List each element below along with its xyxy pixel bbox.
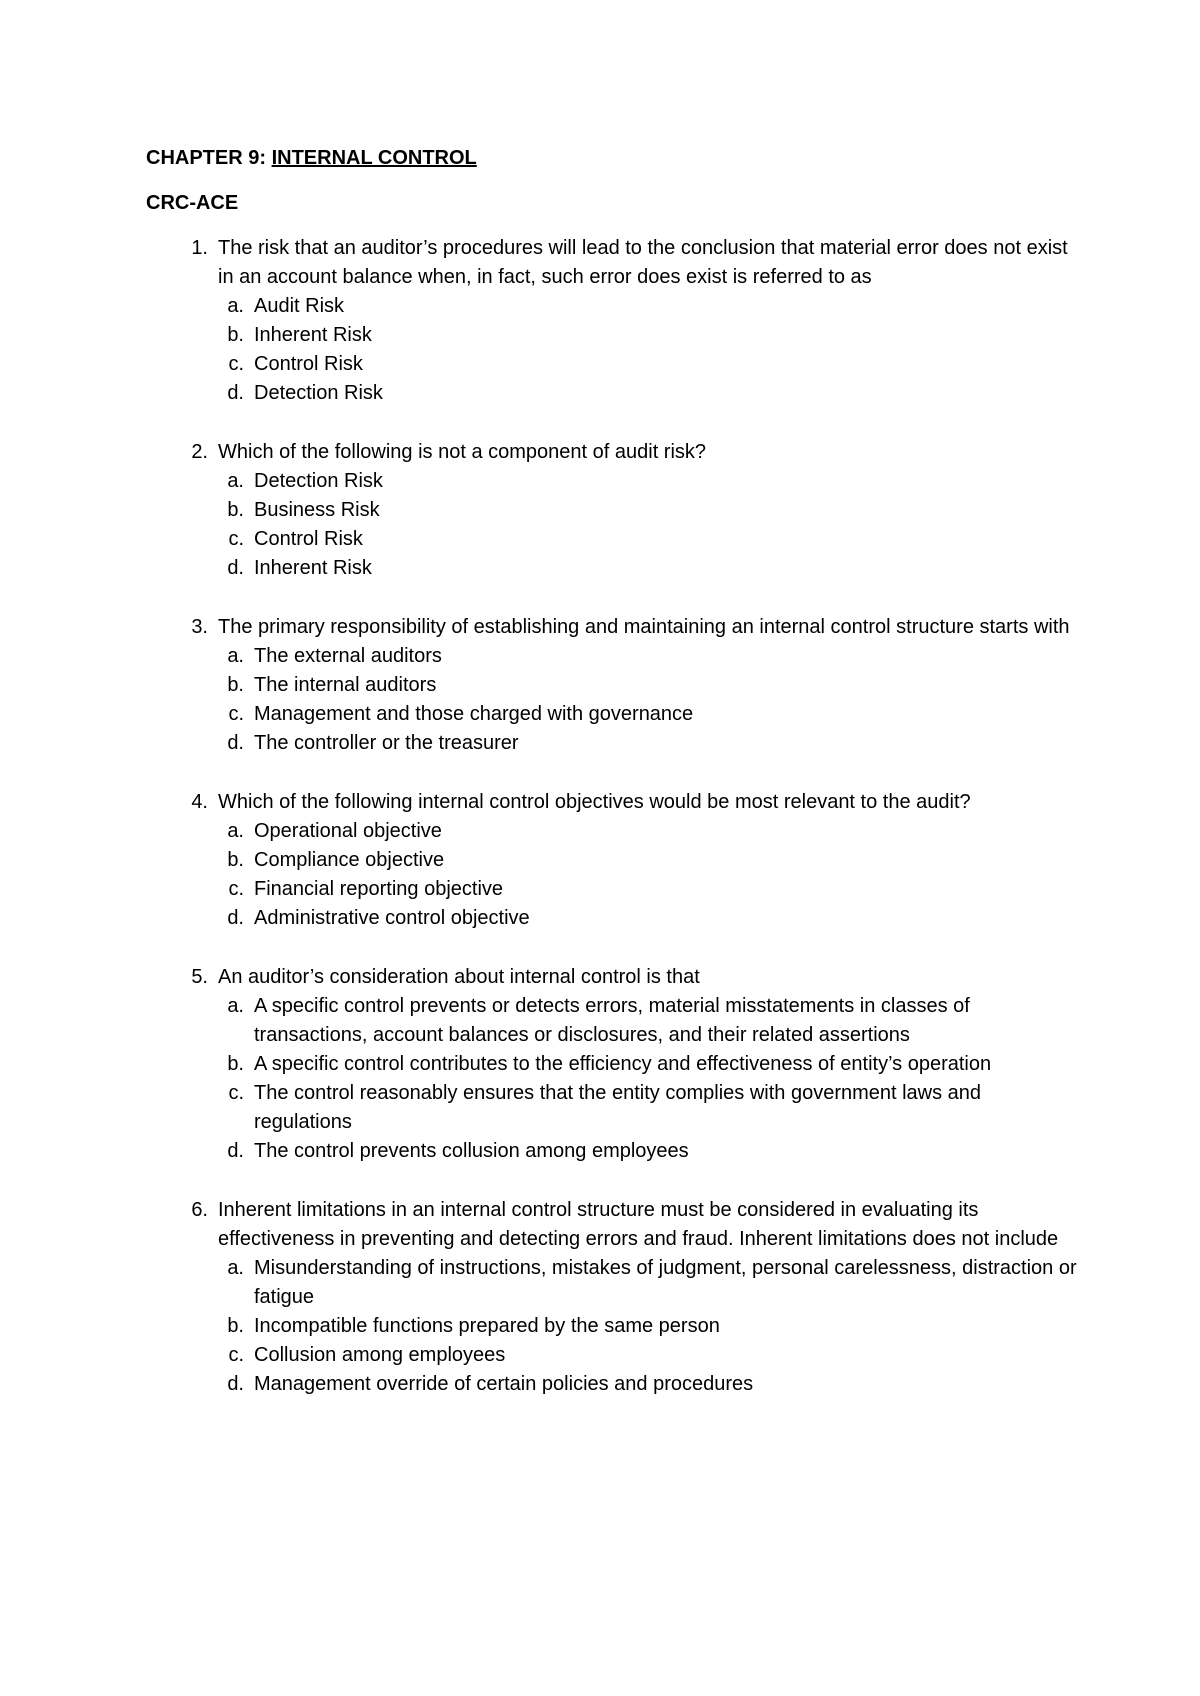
option-letter: d.: [227, 382, 244, 404]
question-text: An auditor’s consideration about internal control is that: [218, 966, 700, 988]
option-text: Control Risk: [254, 353, 363, 375]
option-text: Compliance objective: [254, 849, 445, 871]
section-subtitle: CRC-ACE: [146, 192, 239, 214]
option-text: The internal auditors: [254, 674, 437, 696]
option-item: [146, 1137, 1100, 1166]
option-letter: d.: [227, 557, 244, 579]
option-text: Incompatible functions prepared by the same person: [254, 1315, 720, 1337]
option-item: [146, 700, 1100, 729]
option-letter: a.: [227, 470, 244, 492]
option-letter: c.: [228, 1082, 244, 1104]
option-text: Control Risk: [254, 528, 363, 550]
question-4: [146, 788, 1100, 933]
option-letter: d.: [227, 1373, 244, 1395]
option-item: [146, 554, 1100, 583]
chapter-title-prefix: CHAPTER 9:: [146, 147, 272, 169]
question-6: [146, 1196, 1100, 1399]
option-text: Audit Risk: [254, 295, 345, 317]
option-item: [146, 875, 1100, 904]
option-letter: d.: [227, 1140, 244, 1162]
option-item: [146, 467, 1100, 496]
option-list: [146, 642, 1100, 758]
option-text: Financial reporting objective: [254, 878, 504, 900]
option-letter: a.: [227, 995, 244, 1017]
option-list: [146, 292, 1100, 408]
question-5: [146, 963, 1100, 1166]
option-item: [146, 1370, 1100, 1399]
option-item: [146, 1254, 1100, 1312]
option-text: The control prevents collusion among employees: [254, 1140, 689, 1162]
question-number: 2.: [191, 441, 208, 463]
option-item: [146, 642, 1100, 671]
chapter-title: [146, 144, 1100, 173]
option-text: Detection Risk: [254, 382, 383, 404]
option-text: Business Risk: [254, 499, 380, 521]
option-list: [146, 817, 1100, 933]
option-item: [146, 1079, 1100, 1137]
option-letter: d.: [227, 907, 244, 929]
option-letter: c.: [228, 528, 244, 550]
option-list: [146, 467, 1100, 583]
question-number: 6.: [191, 1199, 208, 1221]
question-3: [146, 613, 1100, 758]
option-item: [146, 379, 1100, 408]
option-letter: c.: [228, 703, 244, 725]
option-text: Collusion among employees: [254, 1344, 506, 1366]
question-text: Which of the following is not a component of audit risk?: [218, 441, 707, 463]
question-stem: [146, 788, 1100, 817]
question-text: Inherent limitations in an internal control structure must be considered in evaluating its effectiveness in preventing and detecting errors and fraud. Inherent limitations does not include: [218, 1199, 1059, 1250]
option-letter: b.: [227, 324, 244, 346]
option-list: [146, 992, 1100, 1166]
option-item: [146, 1341, 1100, 1370]
option-text: The control reasonably ensures that the entity complies with government laws and regulations: [254, 1082, 982, 1133]
option-text: Inherent Risk: [254, 557, 372, 579]
option-text: A specific control prevents or detects errors, material misstatements in classes of transactions, account balances or disclosures, and their related assertions: [254, 995, 970, 1046]
option-text: Misunderstanding of instructions, mistakes of judgment, personal carelessness, distraction or fatigue: [254, 1257, 1077, 1308]
option-letter: b.: [227, 1315, 244, 1337]
option-item: [146, 846, 1100, 875]
option-text: Detection Risk: [254, 470, 383, 492]
option-item: [146, 292, 1100, 321]
option-item: [146, 525, 1100, 554]
option-item: [146, 729, 1100, 758]
option-text: Administrative control objective: [254, 907, 530, 929]
option-letter: b.: [227, 1053, 244, 1075]
option-text: The controller or the treasurer: [254, 732, 519, 754]
question-list: [146, 234, 1100, 1399]
question-number: 5.: [191, 966, 208, 988]
option-item: [146, 671, 1100, 700]
option-letter: c.: [228, 1344, 244, 1366]
option-letter: c.: [228, 878, 244, 900]
option-text: The external auditors: [254, 645, 442, 667]
option-text: A specific control contributes to the efficiency and effectiveness of entity’s operation: [254, 1053, 992, 1075]
option-item: [146, 321, 1100, 350]
question-1: [146, 234, 1100, 408]
option-list: [146, 1254, 1100, 1399]
chapter-title-topic: INTERNAL CONTROL: [271, 147, 477, 169]
option-item: [146, 992, 1100, 1050]
option-letter: c.: [228, 353, 244, 375]
option-item: [146, 904, 1100, 933]
option-letter: a.: [227, 820, 244, 842]
option-text: Management and those charged with governance: [254, 703, 694, 725]
question-stem: [146, 234, 1100, 292]
option-letter: b.: [227, 499, 244, 521]
option-letter: a.: [227, 645, 244, 667]
option-text: Operational objective: [254, 820, 442, 842]
option-item: [146, 1050, 1100, 1079]
question-text: The primary responsibility of establishing and maintaining an internal control structure starts with: [218, 616, 1070, 638]
question-number: 1.: [191, 237, 208, 259]
option-item: [146, 496, 1100, 525]
option-letter: a.: [227, 295, 244, 317]
option-letter: d.: [227, 732, 244, 754]
option-text: Inherent Risk: [254, 324, 372, 346]
question-text: The risk that an auditor’s procedures will lead to the conclusion that material error does not exist in an account balance when, in fact, such error does exist is referred to as: [218, 237, 1068, 288]
question-stem: [146, 963, 1100, 992]
option-item: [146, 350, 1100, 379]
option-text: Management override of certain policies and procedures: [254, 1373, 754, 1395]
question-stem: [146, 1196, 1100, 1254]
question-number: 4.: [191, 791, 208, 813]
option-letter: b.: [227, 674, 244, 696]
question-number: 3.: [191, 616, 208, 638]
question-stem: [146, 613, 1100, 642]
question-text: Which of the following internal control objectives would be most relevant to the audit?: [218, 791, 971, 813]
option-letter: b.: [227, 849, 244, 871]
question-2: [146, 438, 1100, 583]
option-letter: a.: [227, 1257, 244, 1279]
question-stem: [146, 438, 1100, 467]
option-item: [146, 817, 1100, 846]
option-item: [146, 1312, 1100, 1341]
